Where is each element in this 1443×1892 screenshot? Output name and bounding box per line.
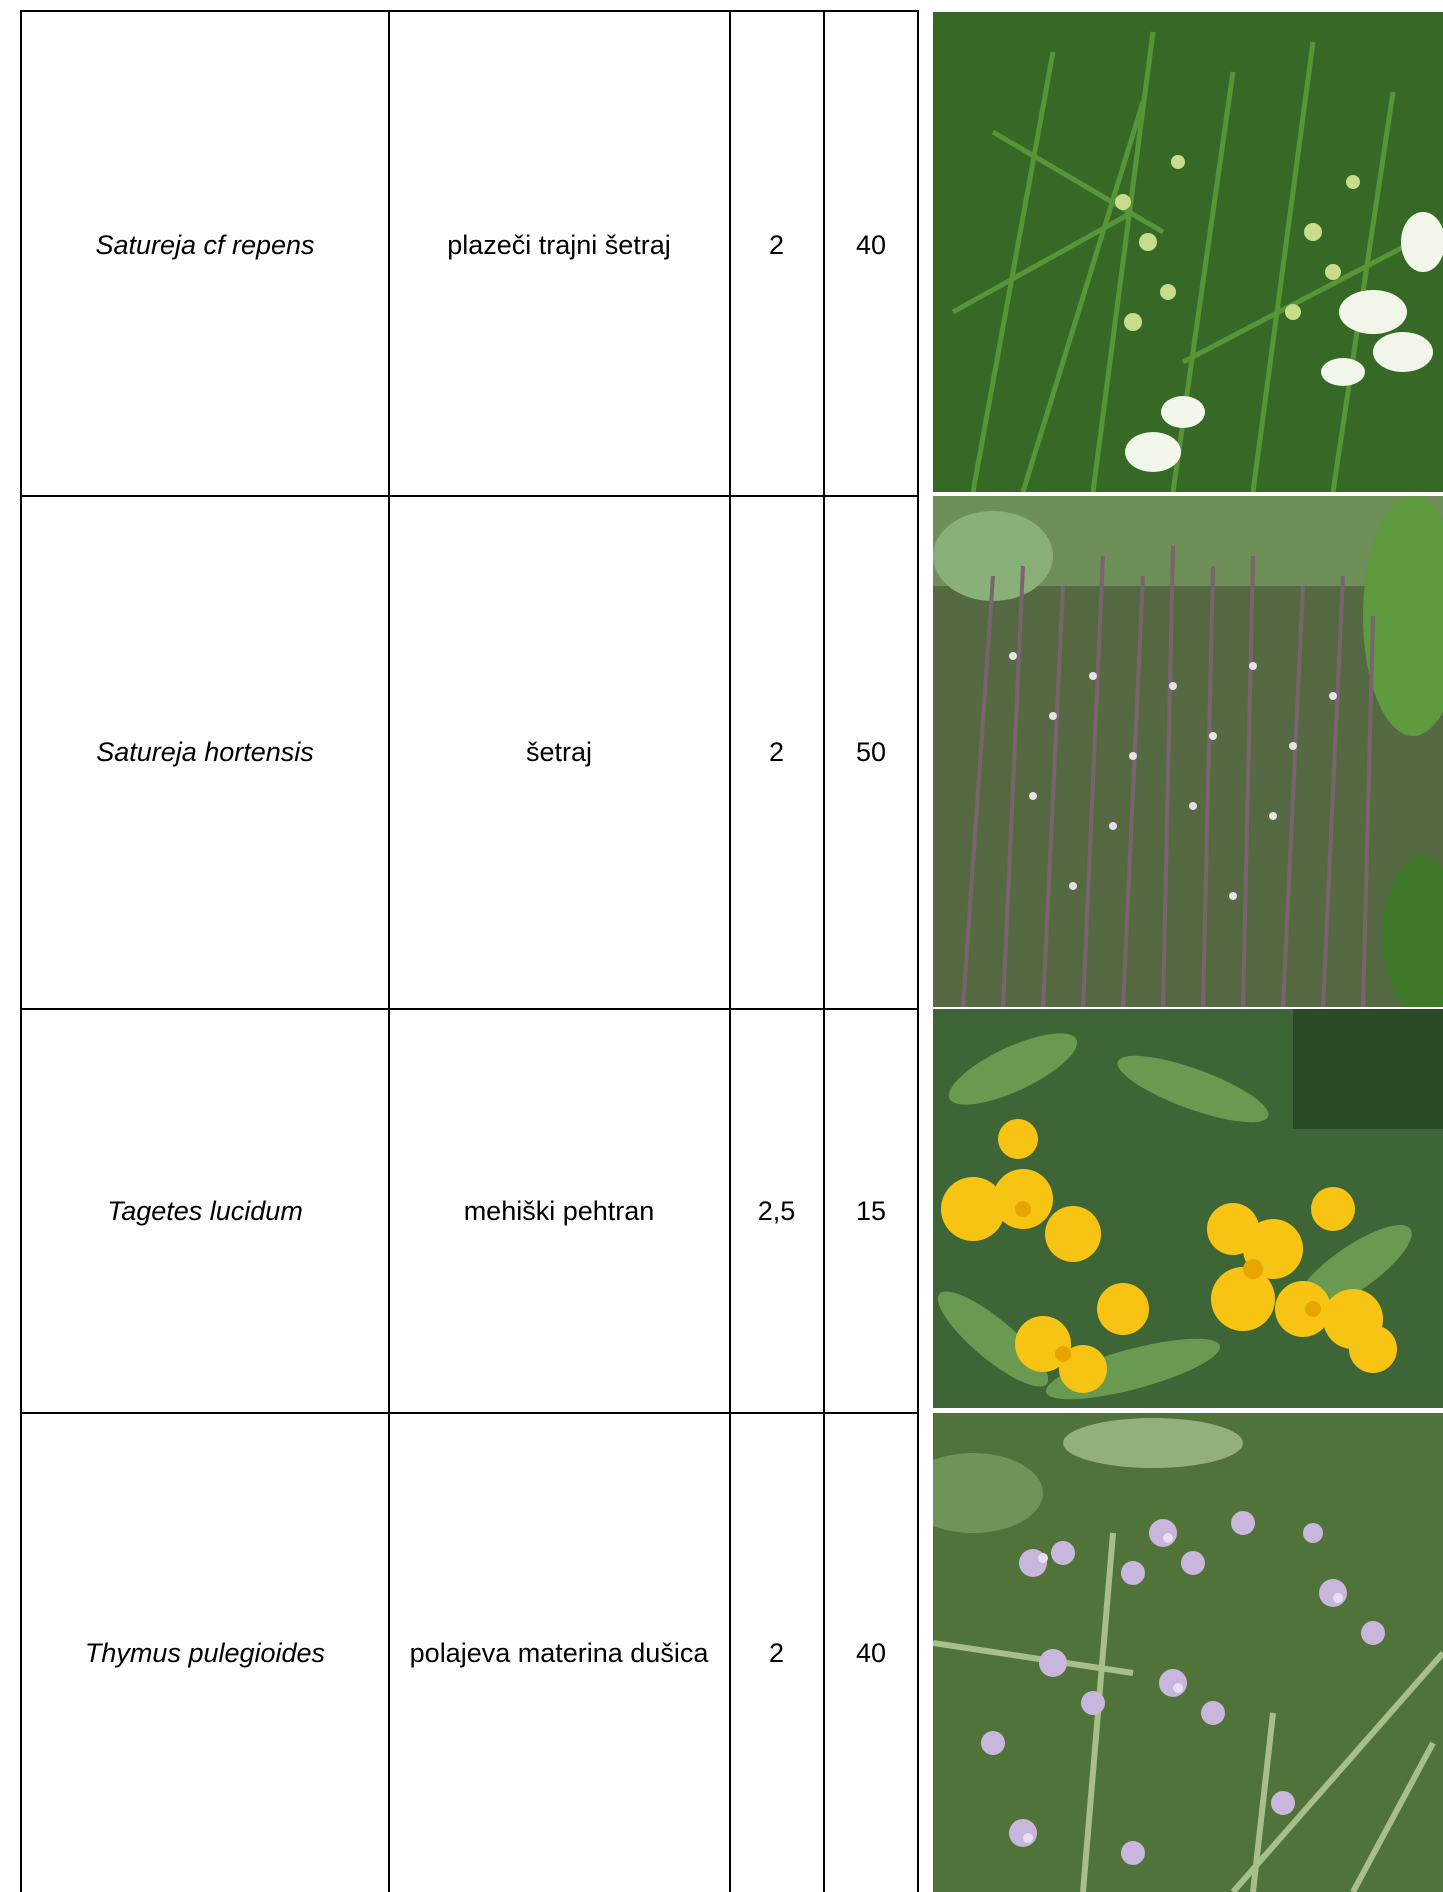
value-cell-col3: 2 [768, 229, 785, 260]
common-name-cell: polajeva materina dušica [409, 1637, 709, 1668]
plant-photo [933, 496, 1443, 1007]
row-divider [20, 1412, 919, 1414]
row-divider [20, 495, 919, 497]
column-divider [20, 10, 22, 1892]
plant-photo [933, 12, 1443, 492]
value-cell-col4: 40 [855, 229, 887, 260]
value-cell-col3: 2,5 [757, 1195, 796, 1226]
common-name-cell: šetraj [525, 737, 593, 767]
row-divider [20, 1008, 919, 1010]
column-divider [823, 10, 825, 1892]
column-divider [388, 10, 390, 1892]
latin-name-cell: Satureja hortensis [96, 737, 314, 767]
value-cell-col4: 15 [855, 1195, 887, 1226]
value-cell-col4: 50 [855, 737, 887, 767]
plant-photo [933, 1009, 1443, 1408]
latin-name-cell: Satureja cf repens [95, 229, 315, 260]
value-cell-col3: 2 [768, 737, 785, 767]
common-name-cell: mehiški pehtran [463, 1195, 655, 1226]
latin-name-cell: Tagetes lucidum [107, 1195, 303, 1226]
value-cell-col3: 2 [768, 1637, 785, 1668]
latin-name-cell: Thymus pulegioides [84, 1637, 326, 1668]
column-divider [917, 10, 919, 1892]
common-name-cell: plazeči trajni šetraj [447, 229, 671, 260]
plant-photo [933, 1413, 1443, 1892]
column-divider [729, 10, 731, 1892]
table-border-top [20, 10, 919, 12]
value-cell-col4: 40 [855, 1637, 887, 1668]
